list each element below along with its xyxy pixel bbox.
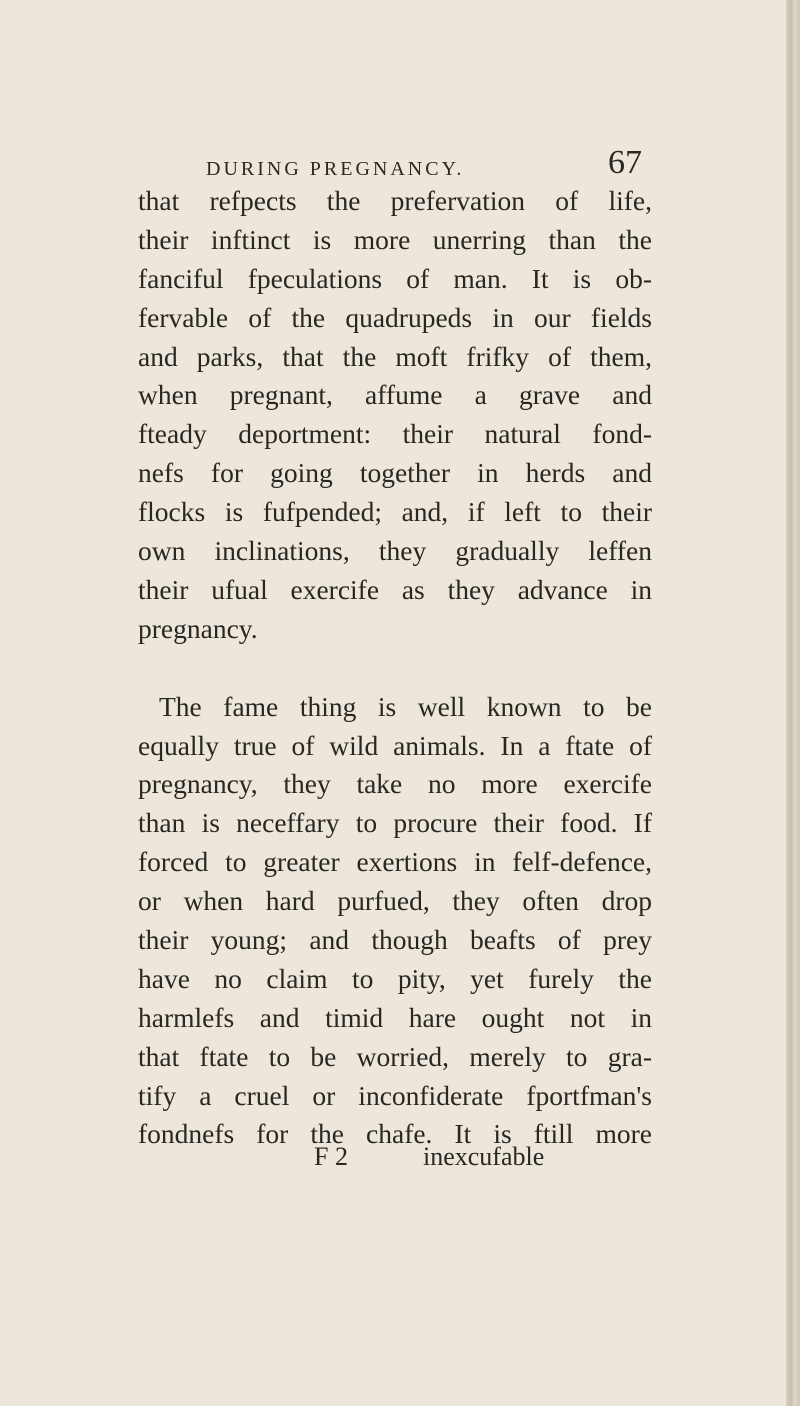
text-line: fervable of the quadrupeds in our fields <box>138 301 652 333</box>
text-line: fteady deportment: their natural fond- <box>138 418 652 450</box>
text-line: when pregnant, affume a grave and <box>138 379 652 411</box>
text-line: pregnancy. <box>138 612 258 644</box>
text-line: equally true of wild animals. In a ftate of <box>138 729 652 761</box>
text-line: fanciful fpeculations of man. It is ob- <box>138 262 652 294</box>
text-line: own inclinations, they gradually leffen <box>138 535 652 567</box>
text-line: than is neceffary to procure their food. If <box>138 807 652 839</box>
text-line: that refpects the prefervation of life, <box>138 185 652 216</box>
text-line: tify a cruel or inconfiderate fportfman's <box>138 1079 652 1111</box>
text-line: and parks, that the moft frifky of them, <box>138 340 652 372</box>
text-line: their ufual exercife as they advance in <box>138 573 652 605</box>
signature-mark: F 2 <box>314 1142 348 1171</box>
text-line: harmlefs and timid hare ought not in <box>138 1001 652 1033</box>
page-binding-edge <box>786 0 800 1406</box>
text-line: that ftate to be worried, merely to gra- <box>138 1040 652 1072</box>
text-line: their young; and though beafts of prey <box>138 924 652 956</box>
running-head: DURING PREGNANCY. <box>206 158 465 180</box>
text-line: nefs for going together in herds and <box>138 457 652 489</box>
text-line: their inftinct is more unerring than the <box>138 223 652 255</box>
paragraph-spacer <box>138 649 652 688</box>
text-line: or when hard purfued, they often drop <box>138 885 652 917</box>
text-line: have no claim to pity, yet furely the <box>138 962 652 994</box>
text-line: fondnefs for the chafe. It is ftill more <box>138 1118 652 1150</box>
text-line: pregnancy, they take no more exercife <box>138 768 652 800</box>
paragraph-2 <box>138 688 652 1155</box>
paragraph-1 <box>138 182 652 649</box>
body-text <box>138 182 652 1154</box>
text-line: forced to greater exertions in felf-defence, <box>138 846 652 878</box>
page-number: 67 <box>608 144 642 181</box>
catchword: inexcufable <box>423 1142 545 1171</box>
text-line: flocks is fufpended; and, if left to their <box>138 496 652 528</box>
text-line: The fame thing is well known to be <box>159 690 652 722</box>
